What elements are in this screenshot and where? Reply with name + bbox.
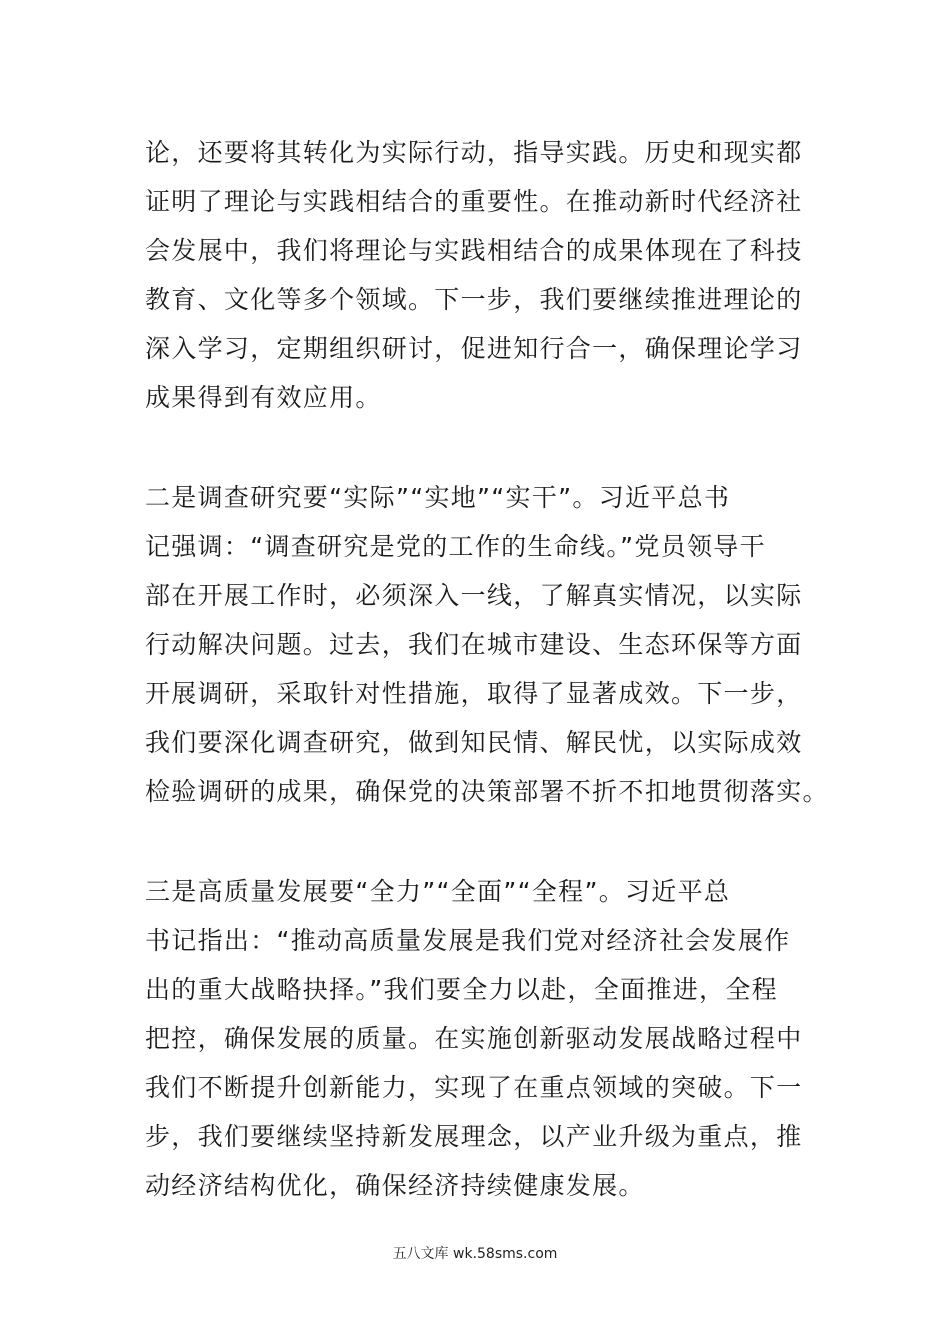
text-line: 我们不断提升创新能力，实现了在重点领域的突破。下一: [145, 1073, 803, 1102]
text-line: 成果得到有效应用。: [145, 383, 382, 412]
text-line: 检验调研的成果，确保党的决策部署不折不扣地贯彻落实。: [145, 777, 829, 806]
text-line: 论，还要将其转化为实际行动，指导实践。历史和现实都: [145, 138, 803, 167]
text-line: 开展调研，采取针对性措施，取得了显著成效。下一步，: [145, 679, 803, 708]
text-line: 步，我们要继续坚持新发展理念，以产业升级为重点，推: [145, 1122, 803, 1151]
text-line: 动经济结构优化，确保经济持续健康发展。: [145, 1171, 645, 1200]
text-line: 三是高质量发展要“全力”“全面”“全程”。习近平总: [145, 877, 731, 906]
text-line: 会发展中，我们将理论与实践相结合的成果体现在了科技: [145, 236, 803, 265]
text-line: 深入学习，定期组织研讨，促进知行合一，确保理论学习: [145, 334, 803, 363]
text-line: 二是调查研究要“实际”“实地”“实干”。习近平总书: [145, 483, 731, 512]
page-footer: 五八文库 wk.58sms.com: [392, 1246, 558, 1262]
paragraph-investigation-research: [145, 473, 829, 816]
paragraph-theory-practice: [145, 128, 805, 422]
text-line: 我们要深化调查研究，做到知民情、解民忧，以实际成效: [145, 728, 803, 757]
text-line: 证明了理论与实践相结合的重要性。在推动新时代经济社: [145, 187, 803, 216]
text-line: 记强调：“调查研究是党的工作的生命线。”党员领导干: [145, 532, 766, 561]
text-line: 部在开展工作时，必须深入一线，了解真实情况，以实际: [145, 581, 803, 610]
text-line: 把控，确保发展的质量。在实施创新驱动发展战略过程中: [145, 1024, 803, 1053]
text-line: 教育、文化等多个领域。下一步，我们要继续推进理论的: [145, 285, 803, 314]
text-line: 行动解决问题。过去，我们在城市建设、生态环保等方面: [145, 630, 803, 659]
text-line: 出的重大战略抉择。”我们要全力以赴，全面推进，全程: [145, 975, 778, 1004]
text-line: 书记指出：“推动高质量发展是我们党对经济社会发展作: [145, 926, 791, 955]
paragraph-high-quality-development: [145, 867, 805, 1210]
